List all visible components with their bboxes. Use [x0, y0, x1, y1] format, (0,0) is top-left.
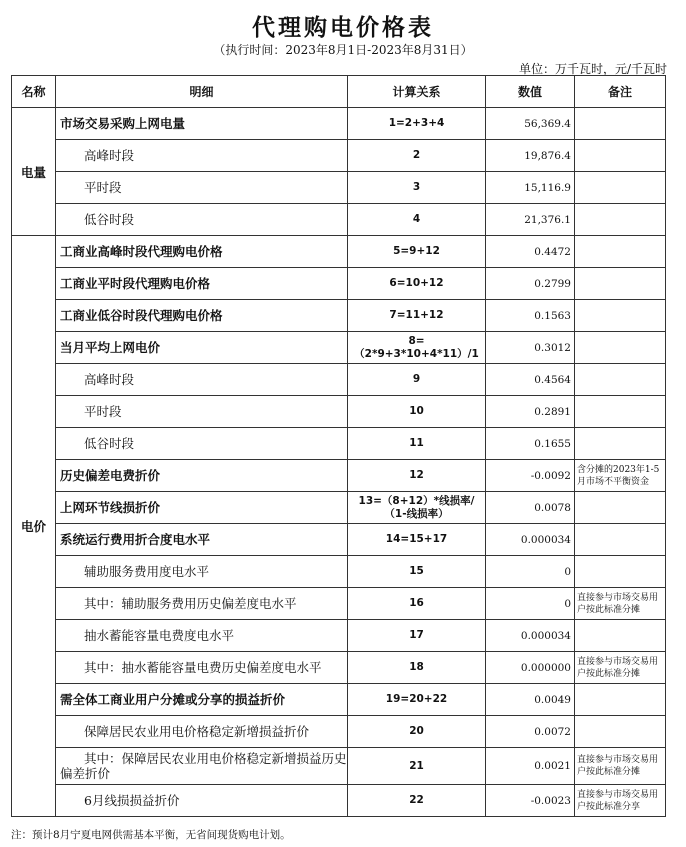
row-desc: 系统运行费用折合度电水平 [56, 524, 348, 556]
row-desc: 低谷时段 [56, 204, 348, 236]
table-row [12, 236, 666, 268]
row-value: 21,376.1 [486, 204, 575, 236]
row-desc: 需全体工商业用户分摊或分享的损益折价 [56, 684, 348, 716]
row-value: 0.1655 [486, 428, 575, 460]
table-row [12, 556, 666, 588]
row-formula: 17 [348, 620, 486, 652]
row-note: 直接参与市场交易用户按此标准分摊 [575, 652, 666, 684]
row-formula: 19=20+22 [348, 684, 486, 716]
row-value: 0.0049 [486, 684, 575, 716]
table-row [12, 172, 666, 204]
row-note [575, 332, 666, 364]
row-formula: 10 [348, 396, 486, 428]
row-desc: 工商业平时段代理购电价格 [56, 268, 348, 300]
row-value: 0.4472 [486, 236, 575, 268]
row-value: 0.0072 [486, 716, 575, 748]
table-row [12, 684, 666, 716]
row-note [575, 716, 666, 748]
row-value: 56,369.4 [486, 108, 575, 140]
row-formula: 22 [348, 785, 486, 817]
header-formula: 计算关系 [348, 76, 486, 108]
row-note [575, 204, 666, 236]
row-desc: 6月线损损益折价 [56, 785, 348, 817]
row-formula: 16 [348, 588, 486, 620]
row-formula: 6=10+12 [348, 268, 486, 300]
row-value: 15,116.9 [486, 172, 575, 204]
row-desc: 高峰时段 [56, 140, 348, 172]
row-value: 0.000034 [486, 524, 575, 556]
row-desc: 平时段 [56, 172, 348, 204]
row-value: -0.0092 [486, 460, 575, 492]
row-desc: 上网环节线损折价 [56, 492, 348, 524]
table-row [12, 748, 666, 785]
row-note [575, 108, 666, 140]
table-row [12, 396, 666, 428]
table-row [12, 108, 666, 140]
row-desc: 工商业高峰时段代理购电价格 [56, 236, 348, 268]
row-desc: 高峰时段 [56, 364, 348, 396]
row-formula: 20 [348, 716, 486, 748]
row-note [575, 524, 666, 556]
group-price: 电价 [12, 236, 56, 817]
row-value: 0.2799 [486, 268, 575, 300]
row-formula: 8=（2*9+3*10+4*11）/1 [348, 332, 486, 364]
row-formula: 14=15+17 [348, 524, 486, 556]
price-table [11, 75, 666, 817]
row-note: 含分摊的2023年1-5月市场不平衡资金 [575, 460, 666, 492]
row-desc: 当月平均上网电价 [56, 332, 348, 364]
row-value: 0 [486, 556, 575, 588]
table-row [12, 524, 666, 556]
table-row [12, 332, 666, 364]
row-desc: 其中：辅助服务费用历史偏差度电水平 [56, 588, 348, 620]
row-value: 0.1563 [486, 300, 575, 332]
row-formula: 13=（8+12）*线损率/（1-线损率） [348, 492, 486, 524]
row-note [575, 364, 666, 396]
table-row [12, 620, 666, 652]
row-note [575, 556, 666, 588]
table-row [12, 492, 666, 524]
row-formula: 18 [348, 652, 486, 684]
row-note [575, 140, 666, 172]
row-note [575, 172, 666, 204]
group-electricity: 电量 [12, 108, 56, 236]
row-formula: 3 [348, 172, 486, 204]
row-note [575, 396, 666, 428]
row-formula: 2 [348, 140, 486, 172]
row-note [575, 428, 666, 460]
row-note [575, 268, 666, 300]
row-value: 0.000034 [486, 620, 575, 652]
row-note: 直接参与市场交易用户按此标准分摊 [575, 588, 666, 620]
row-value: 0.0078 [486, 492, 575, 524]
table-row [12, 300, 666, 332]
header-value: 数值 [486, 76, 575, 108]
row-value: 0.4564 [486, 364, 575, 396]
table-row [12, 785, 666, 817]
row-formula: 7=11+12 [348, 300, 486, 332]
row-formula: 9 [348, 364, 486, 396]
row-desc: 低谷时段 [56, 428, 348, 460]
row-formula: 21 [348, 748, 486, 785]
row-note [575, 492, 666, 524]
row-note [575, 236, 666, 268]
row-formula: 4 [348, 204, 486, 236]
row-value: -0.0023 [486, 785, 575, 817]
row-desc: 市场交易采购上网电量 [56, 108, 348, 140]
header-detail: 明细 [56, 76, 348, 108]
table-row [12, 652, 666, 684]
table-row [12, 204, 666, 236]
row-formula: 1=2+3+4 [348, 108, 486, 140]
table-header-row [12, 76, 666, 108]
row-desc: 平时段 [56, 396, 348, 428]
header-note: 备注 [575, 76, 666, 108]
row-desc: 辅助服务费用度电水平 [56, 556, 348, 588]
row-desc: 其中：抽水蓄能容量电费历史偏差度电水平 [56, 652, 348, 684]
row-desc: 抽水蓄能容量电费度电水平 [56, 620, 348, 652]
row-value: 0.0021 [486, 748, 575, 785]
row-desc: 历史偏差电费折价 [56, 460, 348, 492]
row-desc: 工商业低谷时段代理购电价格 [56, 300, 348, 332]
footnote: 注：预计8月宁夏电网供需基本平衡，无省间现货购电计划。 [11, 829, 291, 841]
header-name: 名称 [12, 76, 56, 108]
row-value: 0.2891 [486, 396, 575, 428]
row-formula: 11 [348, 428, 486, 460]
row-formula: 5=9+12 [348, 236, 486, 268]
row-note: 直接参与市场交易用户按此标准分摊 [575, 748, 666, 785]
row-note [575, 300, 666, 332]
row-note: 直接参与市场交易用户按此标准分享 [575, 785, 666, 817]
row-value: 0.3012 [486, 332, 575, 364]
row-desc: 保障居民农业用电价格稳定新增损益折价 [56, 716, 348, 748]
table-row [12, 268, 666, 300]
unit-label: 单位：万千瓦时，元/千瓦时 [518, 62, 667, 76]
row-desc: 其中：保障居民农业用电价格稳定新增损益历史偏差折价 [56, 748, 348, 785]
row-note [575, 620, 666, 652]
table-row [12, 140, 666, 172]
table-row [12, 364, 666, 396]
row-value: 19,876.4 [486, 140, 575, 172]
table-row [12, 460, 666, 492]
table-row [12, 716, 666, 748]
row-value: 0.000000 [486, 652, 575, 684]
row-note [575, 684, 666, 716]
table-row [12, 428, 666, 460]
execution-period: （执行时间：2023年8月1日-2023年8月31日） [213, 43, 473, 57]
row-value: 0 [486, 588, 575, 620]
row-formula: 12 [348, 460, 486, 492]
table-row [12, 588, 666, 620]
row-formula: 15 [348, 556, 486, 588]
page-title: 代理购电价格表 [252, 15, 434, 41]
